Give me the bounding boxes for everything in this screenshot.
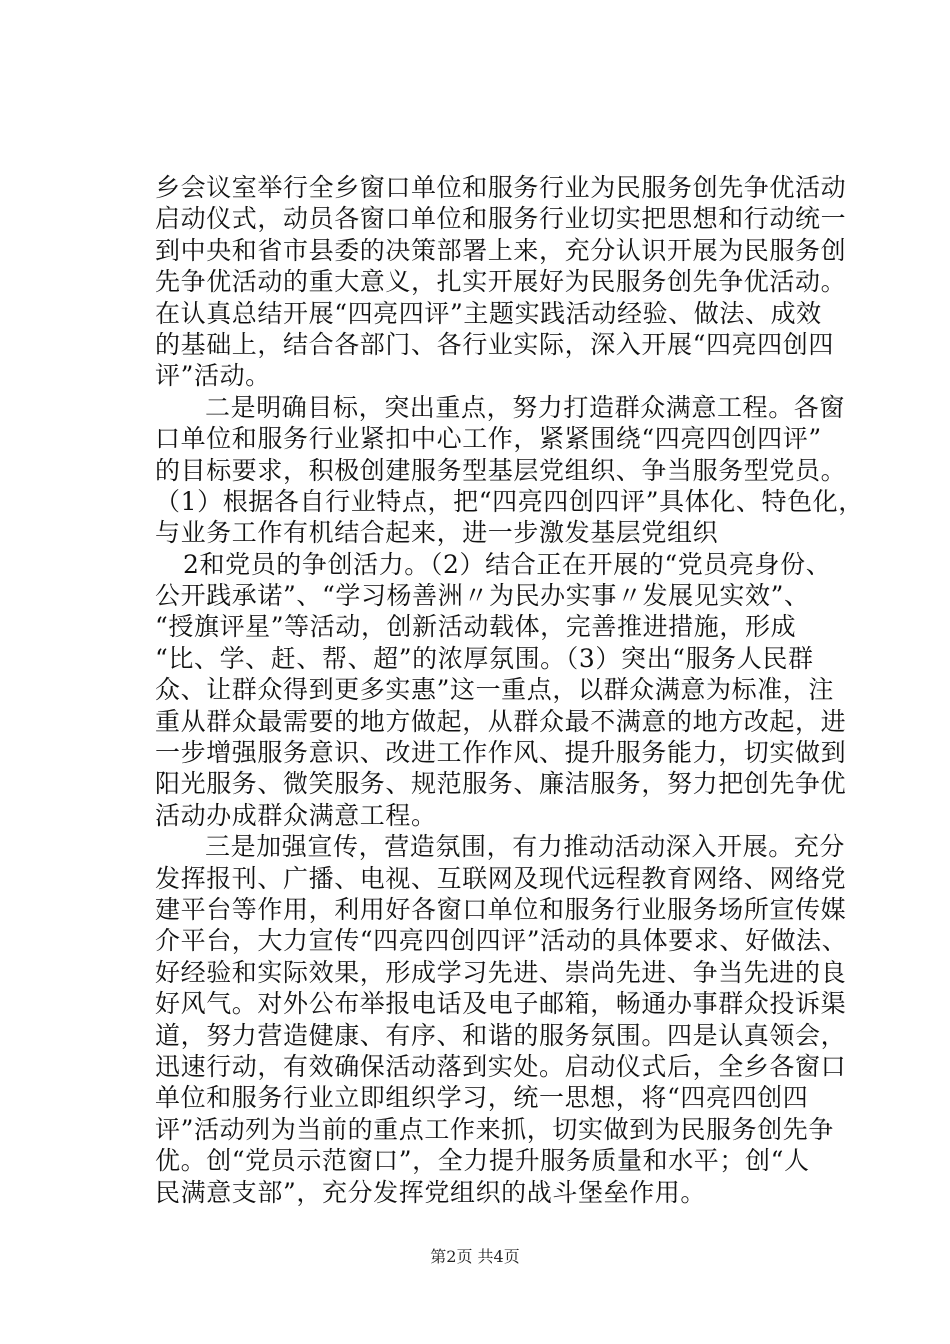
text-line: 建平台等作用，利用好各窗口单位和服务行业服务场所宣传媒 [155,894,847,924]
text-line: （1）根据各自行业特点，把“四亮四创四评”具体化、特色化， [155,486,864,516]
text-line: 启动仪式，动员各窗口单位和服务行业切实把思想和行动统一 [155,204,847,234]
text-line: 口单位和服务行业紧扣中心工作，紧紧围绕“四亮四创四评” [155,424,822,454]
text-line: 到中央和省市县委的决策部署上来，充分认识开展为民服务创 [155,235,847,265]
text-line: 在认真总结开展“四亮四评”主题实践活动经验、做法、成效 [155,298,822,328]
text-line: 先争优活动的重大意义，扎实开展好为民服务创先争优活动。 [155,267,847,297]
text-line: “授旗评星”等活动，创新活动载体，完善推进措施，形成 [155,612,797,642]
body-text [155,172,864,1208]
text-line: 重从群众最需要的地方做起，从群众最不满意的地方改起，进 [155,706,847,736]
paragraph-start-line: 三是加强宣传，营造氛围，有力推动活动深入开展。充分 [205,832,846,862]
text-line: 民满意支部”，充分发挥党组织的战斗堡垒作用。 [155,1177,706,1207]
text-line: 的基础上，结合各部门、各行业实际，深入开展“四亮四创四 [155,329,834,359]
text-line: 单位和服务行业立即组织学习，统一思想，将“四亮四创四 [155,1083,809,1113]
text-line: 好经验和实际效果，形成学习先进、崇尚先进、争当先进的良 [155,957,847,987]
text-line: 活动办成群众满意工程。 [155,800,437,830]
text-line: 迅速行动，有效确保活动落到实处。启动仪式后，全乡各窗口 [155,1051,847,1081]
page-footer [0,1244,950,1267]
paragraph-start-line: 2和党员的争创活力。（2）结合正在开展的“党员亮身份、 [183,549,832,579]
text-line: 乡会议室举行全乡窗口单位和服务行业为民服务创先争优活动 [155,173,847,202]
text-line: 的目标要求，积极创建服务型基层党组织、争当服务型党员。 [155,455,847,485]
text-line: 介平台，大力宣传“四亮四创四评”活动的具体要求、好做法、 [155,926,848,956]
text-line: 道，努力营造健康、有序、和谐的服务氛围。四是认真领会， [155,1020,847,1050]
text-line: 公开践承诺”、“学习杨善洲〃为民办实事〃发展见实效”、 [155,581,810,611]
paragraph-start-line: 二是明确目标，突出重点，努力打造群众满意工程。各窗 [205,392,846,422]
page-number-label: 第2页 共4页 [430,1247,520,1266]
text-line: 发挥报刊、广播、电视、互联网及现代远程教育网络、网络党 [155,863,847,893]
text-line: 评”活动列为当前的重点工作来抓，切实做到为民服务创先争 [155,1114,834,1144]
text-line: 阳光服务、微笑服务、规范服务、廉洁服务，努力把创先争优 [155,769,847,799]
text-line: 与业务工作有机结合起来，进一步激发基层党组织 [155,518,719,548]
text-line: “比、学、赶、帮、超”的浓厚氛围。（3）突出“服务人民群 [155,643,814,673]
text-line: 一步增强服务意识、改进工作作风、提升服务能力，切实做到 [155,738,847,768]
text-line: 优。创“党员示范窗口”，全力提升服务质量和水平；创“人 [155,1146,810,1176]
text-line: 好风气。对外公布举报电话及电子邮箱，畅通办事群众投诉渠 [155,989,847,1019]
text-line: 众、让群众得到更多实惠”这一重点，以群众满意为标准，注 [155,675,834,705]
text-line: 评”活动。 [155,361,271,391]
